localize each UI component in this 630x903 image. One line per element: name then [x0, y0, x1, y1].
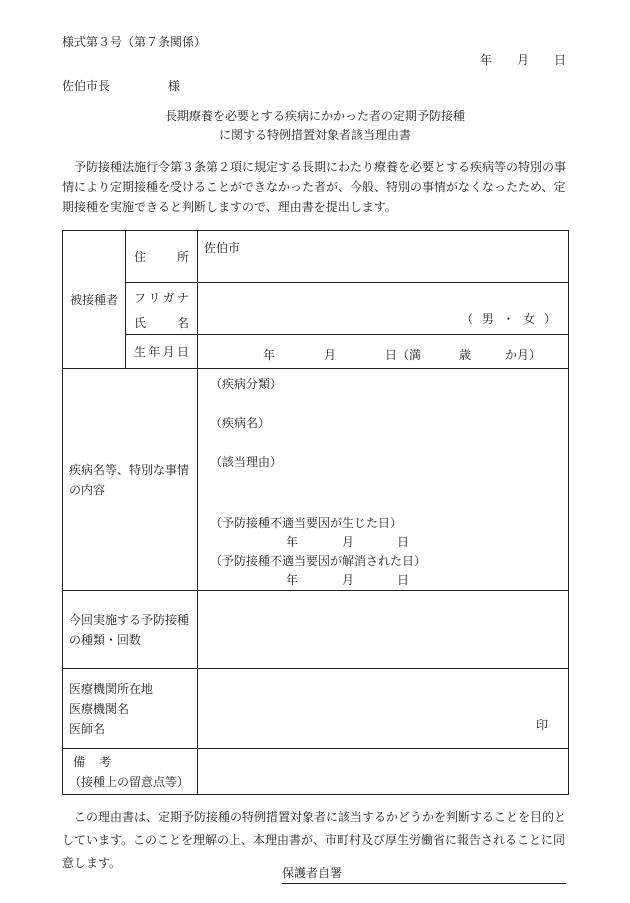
resolved-day: 日	[397, 573, 410, 587]
remarks-note: （接種上の留意点等）	[69, 774, 190, 789]
date-month: 月	[517, 53, 530, 67]
addressee	[62, 77, 180, 94]
furigana-label: フ リ ガ ナ	[134, 291, 189, 305]
name-label-cell	[126, 283, 198, 335]
disease-category: （疾病分類）	[210, 377, 283, 391]
address-value: 佐伯市	[204, 241, 241, 255]
onset-year: 年	[286, 535, 299, 549]
vaccine-label-cell	[63, 591, 198, 669]
document-title	[0, 107, 630, 145]
consent-paragraph: この理由書は、定期予防接種の特例措置対象者に該当するかどうかを判断することを目的としています。このことを理解の上、本理由書が、市町村及び厚生労働省に報告されることに同意します。	[62, 810, 567, 870]
application-table	[62, 230, 569, 795]
addressee-name: 佐伯市長	[62, 79, 111, 93]
vaccine-field[interactable]	[198, 591, 569, 669]
facility-address-label: 医療機関所在地	[69, 681, 154, 696]
gender-male[interactable]: 男	[481, 312, 494, 326]
facility-name-label: 医療機関名	[69, 701, 130, 716]
birth-month: 月	[324, 348, 337, 362]
guardian-signature-field[interactable]	[282, 864, 566, 884]
name-field[interactable]	[198, 283, 569, 335]
remarks-label-cell	[63, 749, 198, 795]
title-line-2: に関する特例措置対象者該当理由書	[218, 128, 411, 142]
onset-label: （予防接種不適当要因が生じた日）	[210, 516, 403, 530]
gender-selector[interactable]: （ 男 ・ 女 ）	[461, 312, 556, 326]
resolved-month: 月	[342, 573, 355, 587]
submission-date	[480, 51, 566, 68]
disease-label: 疾病名等、特別な事情の内容	[69, 462, 190, 497]
facility-field[interactable]	[198, 669, 569, 749]
resolved-year: 年	[286, 573, 299, 587]
onset-day: 日	[397, 535, 410, 549]
disease-label-cell	[63, 369, 198, 591]
birth-year: 年	[263, 348, 276, 362]
vaccine-label: 今回実施する予防接種の種類・回数	[69, 612, 190, 647]
recipient-label: 被接種者	[69, 293, 118, 307]
seal-mark: 印	[535, 718, 548, 732]
address-label-cell	[126, 231, 198, 283]
gender-female[interactable]: 女	[523, 312, 536, 326]
facility-label-cell	[63, 669, 198, 749]
form-number: 様式第３号（第７条関係）	[62, 35, 207, 49]
address-label-2: 所	[176, 250, 189, 264]
reason: （該当理由）	[210, 455, 283, 469]
remarks-label: 備 考	[73, 754, 112, 769]
guardian-signature-label: 保護者自署	[282, 866, 343, 880]
address-field[interactable]	[198, 231, 569, 283]
doctor-name-label: 医師名	[69, 721, 106, 736]
birth-day: 日（満	[385, 348, 422, 362]
date-year: 年	[480, 53, 493, 67]
onset-month: 月	[342, 535, 355, 549]
remarks-field[interactable]	[198, 749, 569, 795]
intro-paragraph: 予防接種法施行令第３条第２項に規定する長期にわたり療養を必要とする疾病等の特別の事情により定期接種を受けることができなかった者が、今般、特別の事情がなくなったため、定期接種を実施できると判断しますので、理由書を提出します。	[62, 160, 567, 214]
birthdate-label-cell: 生 年 月 日	[126, 335, 198, 369]
date-day: 日	[554, 53, 567, 67]
disease-field[interactable]	[198, 369, 569, 591]
disease-name: （疾病名）	[210, 416, 271, 430]
recipient-label-cell	[63, 231, 126, 369]
address-label-1: 住	[134, 250, 147, 264]
resolved-label: （予防接種不適当要因が解消された日）	[210, 554, 427, 568]
title-line-1: 長期療養を必要とする疾病にかかった者の定期予防接種	[164, 109, 465, 123]
age-months: か月）	[505, 348, 542, 362]
birthdate-field[interactable]	[198, 335, 569, 369]
addressee-honorific: 様	[168, 79, 181, 93]
age-years: 歳	[459, 348, 472, 362]
name-label: 氏 名	[134, 316, 189, 330]
